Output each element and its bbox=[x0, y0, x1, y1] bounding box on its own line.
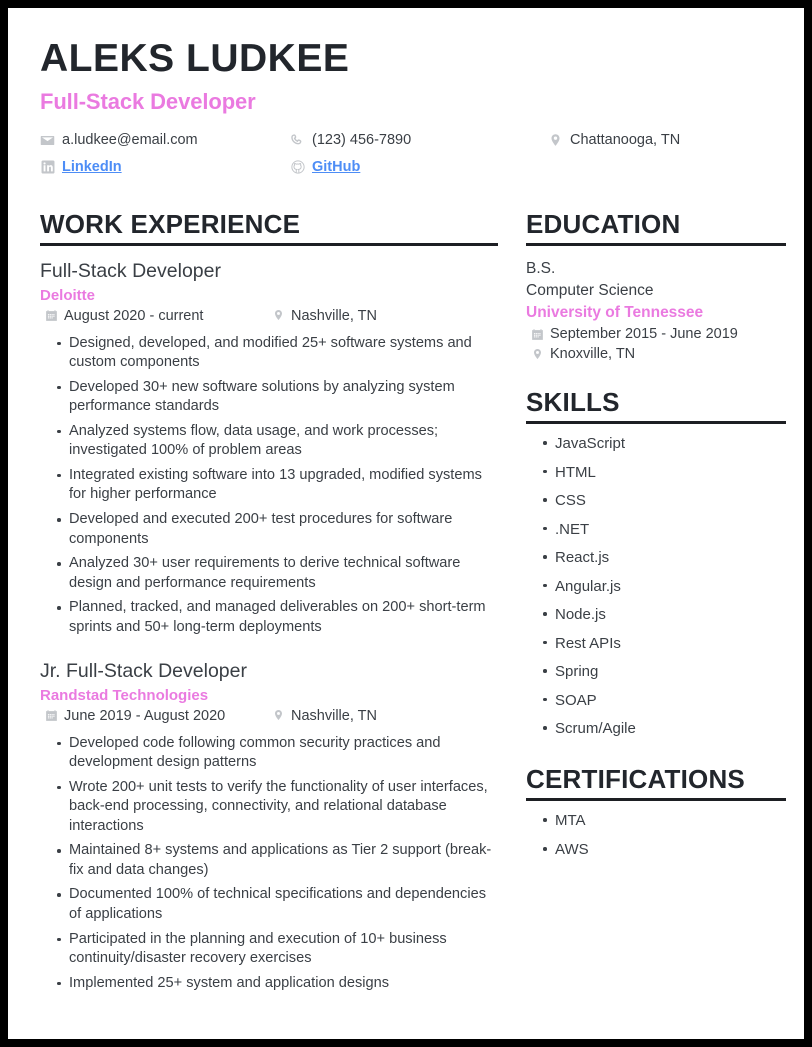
job-bullet: Planned, tracked, and managed deliverables on 200+ short-term sprints and 50+ long-term deployments bbox=[40, 598, 498, 637]
location-pin-icon bbox=[272, 709, 285, 722]
job-bullet: Analyzed systems flow, data usage, and work processes; investigated 100% of problem areas bbox=[40, 422, 498, 461]
location-pin-icon bbox=[548, 133, 563, 148]
job-role: Full-Stack Developer bbox=[40, 260, 221, 283]
work-entry bbox=[40, 259, 498, 637]
job-bullet: Developed and executed 200+ test procedures for software components bbox=[40, 510, 498, 549]
candidate-job-title: Full-Stack Developer bbox=[40, 89, 256, 115]
section-divider bbox=[40, 243, 498, 246]
job-location bbox=[272, 308, 377, 324]
calendar-icon bbox=[531, 328, 544, 341]
education-entry bbox=[526, 258, 786, 362]
contact-github[interactable] bbox=[290, 159, 360, 175]
job-organization: Randstad Technologies bbox=[40, 686, 209, 704]
education-dates-text: September 2015 - June 2019 bbox=[550, 326, 738, 343]
skill-item: HTML bbox=[526, 462, 786, 483]
work-entry bbox=[40, 659, 498, 993]
job-dates bbox=[45, 708, 225, 724]
job-bullet: Documented 100% of technical specifications and dependencies of applications bbox=[40, 885, 498, 924]
skill-item: Scrum/Agile bbox=[526, 718, 786, 739]
location-pin-icon bbox=[272, 309, 285, 322]
job-meta bbox=[40, 708, 498, 729]
section-education bbox=[526, 210, 786, 362]
section-work-experience bbox=[40, 210, 498, 993]
job-dates-text: August 2020 - current bbox=[64, 307, 204, 324]
skills-title: SKILLS bbox=[526, 387, 620, 418]
envelope-icon bbox=[40, 133, 55, 148]
phone-icon bbox=[290, 133, 305, 148]
job-bullet: Analyzed 30+ user requirements to derive technical software design and performance requirements bbox=[40, 554, 498, 593]
job-dates-text: June 2019 - August 2020 bbox=[64, 707, 226, 724]
contact-email bbox=[40, 132, 198, 148]
resume-header bbox=[8, 8, 804, 188]
skill-item: Spring bbox=[526, 661, 786, 682]
education-title: EDUCATION bbox=[526, 209, 681, 240]
skill-item: Rest APIs bbox=[526, 633, 786, 654]
job-bullet: Implemented 25+ system and application designs bbox=[40, 974, 498, 994]
contact-info bbox=[40, 132, 772, 188]
calendar-icon bbox=[45, 309, 58, 322]
education-field: Computer Science bbox=[526, 282, 654, 300]
certifications-title: CERTIFICATIONS bbox=[526, 764, 745, 795]
skill-item: Angular.js bbox=[526, 576, 786, 597]
left-column bbox=[40, 210, 498, 993]
job-bullet: Developed code following common security practices and development design patterns bbox=[40, 734, 498, 773]
job-bullet: Wrote 200+ unit tests to verify the functionality of user interfaces, back-end processing, connectivity, and relational database interactions bbox=[40, 778, 498, 837]
job-bullet: Integrated existing software into 13 upgraded, modified systems for higher performance bbox=[40, 466, 498, 505]
contact-linkedin-link[interactable]: LinkedIn bbox=[62, 159, 122, 176]
job-dates bbox=[45, 308, 203, 324]
skill-item: CSS bbox=[526, 490, 786, 511]
certification-item: MTA bbox=[526, 810, 786, 831]
contact-location-text: Chattanooga, TN bbox=[570, 132, 681, 149]
job-organization: Deloitte bbox=[40, 286, 96, 304]
job-bullet: Developed 30+ new software solutions by analyzing system performance standards bbox=[40, 378, 498, 417]
contact-github-link[interactable]: GitHub bbox=[312, 159, 361, 176]
job-bullet: Participated in the planning and execution of 10+ business continuity/disaster recovery exercises bbox=[40, 930, 498, 969]
contact-phone-text: (123) 456-7890 bbox=[312, 132, 412, 149]
skill-item: JavaScript bbox=[526, 433, 786, 454]
resume-body bbox=[8, 210, 804, 993]
contact-phone bbox=[290, 132, 411, 148]
contact-linkedin[interactable] bbox=[40, 159, 122, 175]
certifications-list bbox=[526, 810, 786, 860]
skill-item: .NET bbox=[526, 519, 786, 540]
skill-item: Node.js bbox=[526, 604, 786, 625]
job-location-text: Nashville, TN bbox=[291, 307, 377, 324]
education-dates bbox=[526, 326, 786, 342]
section-divider bbox=[526, 243, 786, 246]
linkedin-icon bbox=[40, 160, 55, 175]
github-icon bbox=[290, 160, 305, 175]
education-degree: B.S. bbox=[526, 260, 556, 278]
contact-email-text: a.ludkee@email.com bbox=[62, 132, 198, 149]
skills-list bbox=[526, 433, 786, 739]
job-location bbox=[272, 708, 377, 724]
job-bullet-list bbox=[40, 734, 498, 994]
section-divider bbox=[526, 798, 786, 801]
work-experience-title: WORK EXPERIENCE bbox=[40, 209, 301, 240]
candidate-name: ALEKS LUDKEE bbox=[40, 37, 350, 80]
job-bullet-list bbox=[40, 334, 498, 638]
job-meta bbox=[40, 308, 498, 329]
skill-item: React.js bbox=[526, 547, 786, 568]
section-certifications bbox=[526, 765, 786, 860]
contact-location bbox=[548, 132, 680, 148]
job-bullet: Maintained 8+ systems and applications as Tier 2 support (break-fix and data changes) bbox=[40, 841, 498, 880]
skill-item: SOAP bbox=[526, 690, 786, 711]
location-pin-icon bbox=[531, 348, 544, 361]
section-skills bbox=[526, 388, 786, 739]
job-role: Jr. Full-Stack Developer bbox=[40, 660, 247, 683]
job-location-text: Nashville, TN bbox=[291, 707, 377, 724]
education-school: University of Tennessee bbox=[526, 304, 704, 322]
education-location bbox=[526, 346, 786, 362]
job-bullet: Designed, developed, and modified 25+ software systems and custom components bbox=[40, 334, 498, 373]
right-column bbox=[526, 210, 786, 867]
resume-page bbox=[8, 8, 804, 1039]
education-location-text: Knoxville, TN bbox=[550, 346, 636, 363]
certification-item: AWS bbox=[526, 839, 786, 860]
calendar-icon bbox=[45, 709, 58, 722]
section-divider bbox=[526, 421, 786, 424]
